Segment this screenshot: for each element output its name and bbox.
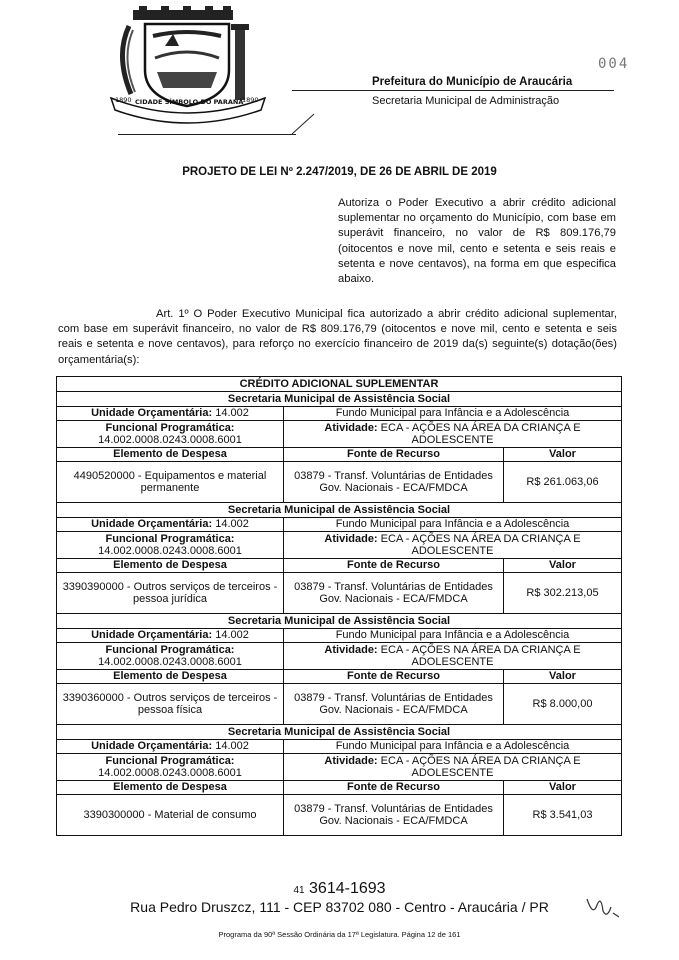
col-header-valor: Valor — [504, 670, 622, 684]
col-header-elemento: Elemento de Despesa — [57, 559, 284, 573]
session-footnote: Programa da 90ª Sessão Ordinária da 17ª Legislatura. Página 12 de 161 — [218, 930, 461, 939]
unidade-orcamentaria-cell — [57, 629, 284, 643]
atividade-cell — [284, 532, 622, 559]
header-rule-bottom — [118, 134, 296, 135]
header-title: Prefeitura do Município de Araucária — [372, 76, 573, 88]
fonte-recurso: 03879 - Transf. Voluntárias de Entidades Gov. Nacionais - ECA/FMDCA — [284, 573, 504, 614]
unidade-code: 14.002 — [215, 740, 249, 753]
atividade-cell — [284, 421, 622, 448]
atividade-name: ECA - AÇÕES NA ÁREA DA CRIANÇA E ADOLESCENTE — [380, 754, 581, 779]
phone-number: 3614-1693 — [309, 880, 386, 897]
unidade-code: 14.002 — [215, 518, 249, 531]
col-header-elemento: Elemento de Despesa — [57, 448, 284, 462]
atividade-label: Atividade: — [324, 643, 378, 656]
unidade-label: Unidade Orçamentária: — [91, 518, 213, 531]
crest-year-right: 1890 — [242, 96, 259, 104]
col-header-valor: Valor — [504, 781, 622, 795]
elemento-despesa: 4490520000 - Equipamentos e material permanente — [57, 462, 284, 503]
funcional-code: 14.002.0008.0243.0008.6001 — [98, 545, 242, 557]
funcional-programatica-cell — [57, 754, 284, 781]
col-header-fonte: Fonte de Recurso — [284, 670, 504, 684]
unidade-code: 14.002 — [215, 629, 249, 642]
contact-address: Rua Pedro Druszcz, 111 - CEP 83702 080 - Centro - Araucária / PR — [130, 899, 549, 915]
signature-initials — [583, 893, 623, 923]
unidade-label: Unidade Orçamentária: — [91, 629, 213, 642]
funcional-label: Funcional Programática: — [105, 754, 235, 767]
crest-motto: CIDADE SÍMBOLO DO PARANÁ — [135, 98, 244, 106]
atividade-cell — [284, 754, 622, 781]
col-header-elemento: Elemento de Despesa — [57, 781, 284, 795]
fundo-name: Fundo Municipal para Infância e a Adolescência — [284, 629, 622, 643]
secretaria-header: Secretaria Municipal de Assistência Social — [57, 725, 622, 740]
funcional-label: Funcional Programática: — [105, 532, 235, 545]
unidade-code: 14.002 — [215, 407, 249, 420]
atividade-label: Atividade: — [324, 421, 378, 434]
col-header-valor: Valor — [504, 448, 622, 462]
article-1-text: Art. 1º O Poder Executivo Municipal fica autorizado a abrir crédito adicional suplementar, com base em superávit financeiro, no valor de R$ 809.176,79 (oitocentos e nove mil, cento e setenta e seis reais e setenta e nove centavos), para reforço no exercício financeiro de 2019 da(s) seguinte(s) dotação(ões) orçamentária(s): — [58, 308, 617, 366]
col-header-fonte: Fonte de Recurso — [284, 559, 504, 573]
phone-area-code: 41 — [293, 885, 305, 896]
fonte-recurso: 03879 - Transf. Voluntárias de Entidades Gov. Nacionais - ECA/FMDCA — [284, 462, 504, 503]
contact-phone — [0, 880, 679, 898]
header-rule-diagonal — [290, 112, 316, 136]
col-header-valor: Valor — [504, 559, 622, 573]
municipal-crest-logo — [105, 6, 270, 124]
unidade-orcamentaria-cell — [57, 518, 284, 532]
elemento-despesa: 3390360000 - Outros serviços de terceiros - pessoa física — [57, 684, 284, 725]
atividade-name: ECA - AÇÕES NA ÁREA DA CRIANÇA E ADOLESCENTE — [380, 643, 581, 668]
col-header-fonte: Fonte de Recurso — [284, 781, 504, 795]
fundo-name: Fundo Municipal para Infância e a Adolescência — [284, 740, 622, 754]
funcional-programatica-cell — [57, 532, 284, 559]
valor-amount: R$ 3.541,03 — [504, 795, 622, 836]
secretaria-header: Secretaria Municipal de Assistência Social — [57, 392, 622, 407]
elemento-despesa: 3390390000 - Outros serviços de terceiros - pessoa jurídica — [57, 573, 284, 614]
col-header-elemento: Elemento de Despesa — [57, 670, 284, 684]
valor-amount: R$ 8.000,00 — [504, 684, 622, 725]
header-subtitle: Secretaria Municipal de Administração — [372, 95, 560, 107]
valor-amount: R$ 261.063,06 — [504, 462, 622, 503]
budget-credit-table — [56, 376, 622, 836]
atividade-label: Atividade: — [324, 754, 378, 767]
secretaria-header: Secretaria Municipal de Assistência Social — [57, 614, 622, 629]
secretaria-header: Secretaria Municipal de Assistência Social — [57, 503, 622, 518]
atividade-cell — [284, 643, 622, 670]
unidade-label: Unidade Orçamentária: — [91, 407, 213, 420]
funcional-label: Funcional Programática: — [105, 643, 235, 656]
page-stamp-number: 004 — [598, 56, 630, 72]
unidade-orcamentaria-cell — [57, 407, 284, 421]
funcional-programatica-cell — [57, 643, 284, 670]
law-summary-ementa: Autoriza o Poder Executivo a abrir crédito adicional suplementar no orçamento do Município, com base em superávit financeiro, no valor de R$ 809.176,79 (oitocentos e nove mil, cento e setenta e seis reais e setenta e nove centavos), na forma em que especifica abaixo. — [338, 197, 616, 286]
valor-amount: R$ 302.213,05 — [504, 573, 622, 614]
atividade-label: Atividade: — [324, 532, 378, 545]
fonte-recurso: 03879 - Transf. Voluntárias de Entidades Gov. Nacionais - ECA/FMDCA — [284, 684, 504, 725]
crest-year-left: 1890 — [115, 96, 132, 104]
col-header-fonte: Fonte de Recurso — [284, 448, 504, 462]
funcional-label: Funcional Programática: — [105, 421, 235, 434]
funcional-code: 14.002.0008.0243.0008.6001 — [98, 767, 242, 779]
funcional-code: 14.002.0008.0243.0008.6001 — [98, 656, 242, 668]
fundo-name: Fundo Municipal para Infância e a Adolescência — [284, 518, 622, 532]
fundo-name: Fundo Municipal para Infância e a Adolescência — [284, 407, 622, 421]
unidade-orcamentaria-cell — [57, 740, 284, 754]
funcional-programatica-cell — [57, 421, 284, 448]
elemento-despesa: 3390300000 - Material de consumo — [57, 795, 284, 836]
table-title: CRÉDITO ADICIONAL SUPLEMENTAR — [57, 377, 622, 392]
header-rule-top — [292, 90, 614, 91]
atividade-name: ECA - AÇÕES NA ÁREA DA CRIANÇA E ADOLESCENTE — [380, 532, 581, 557]
fonte-recurso: 03879 - Transf. Voluntárias de Entidades Gov. Nacionais - ECA/FMDCA — [284, 795, 504, 836]
unidade-label: Unidade Orçamentária: — [91, 740, 213, 753]
funcional-code: 14.002.0008.0243.0008.6001 — [98, 434, 242, 446]
law-title: PROJETO DE LEI Nº 2.247/2019, DE 26 DE ABRIL DE 2019 — [182, 166, 497, 178]
atividade-name: ECA - AÇÕES NA ÁREA DA CRIANÇA E ADOLESCENTE — [380, 421, 581, 446]
